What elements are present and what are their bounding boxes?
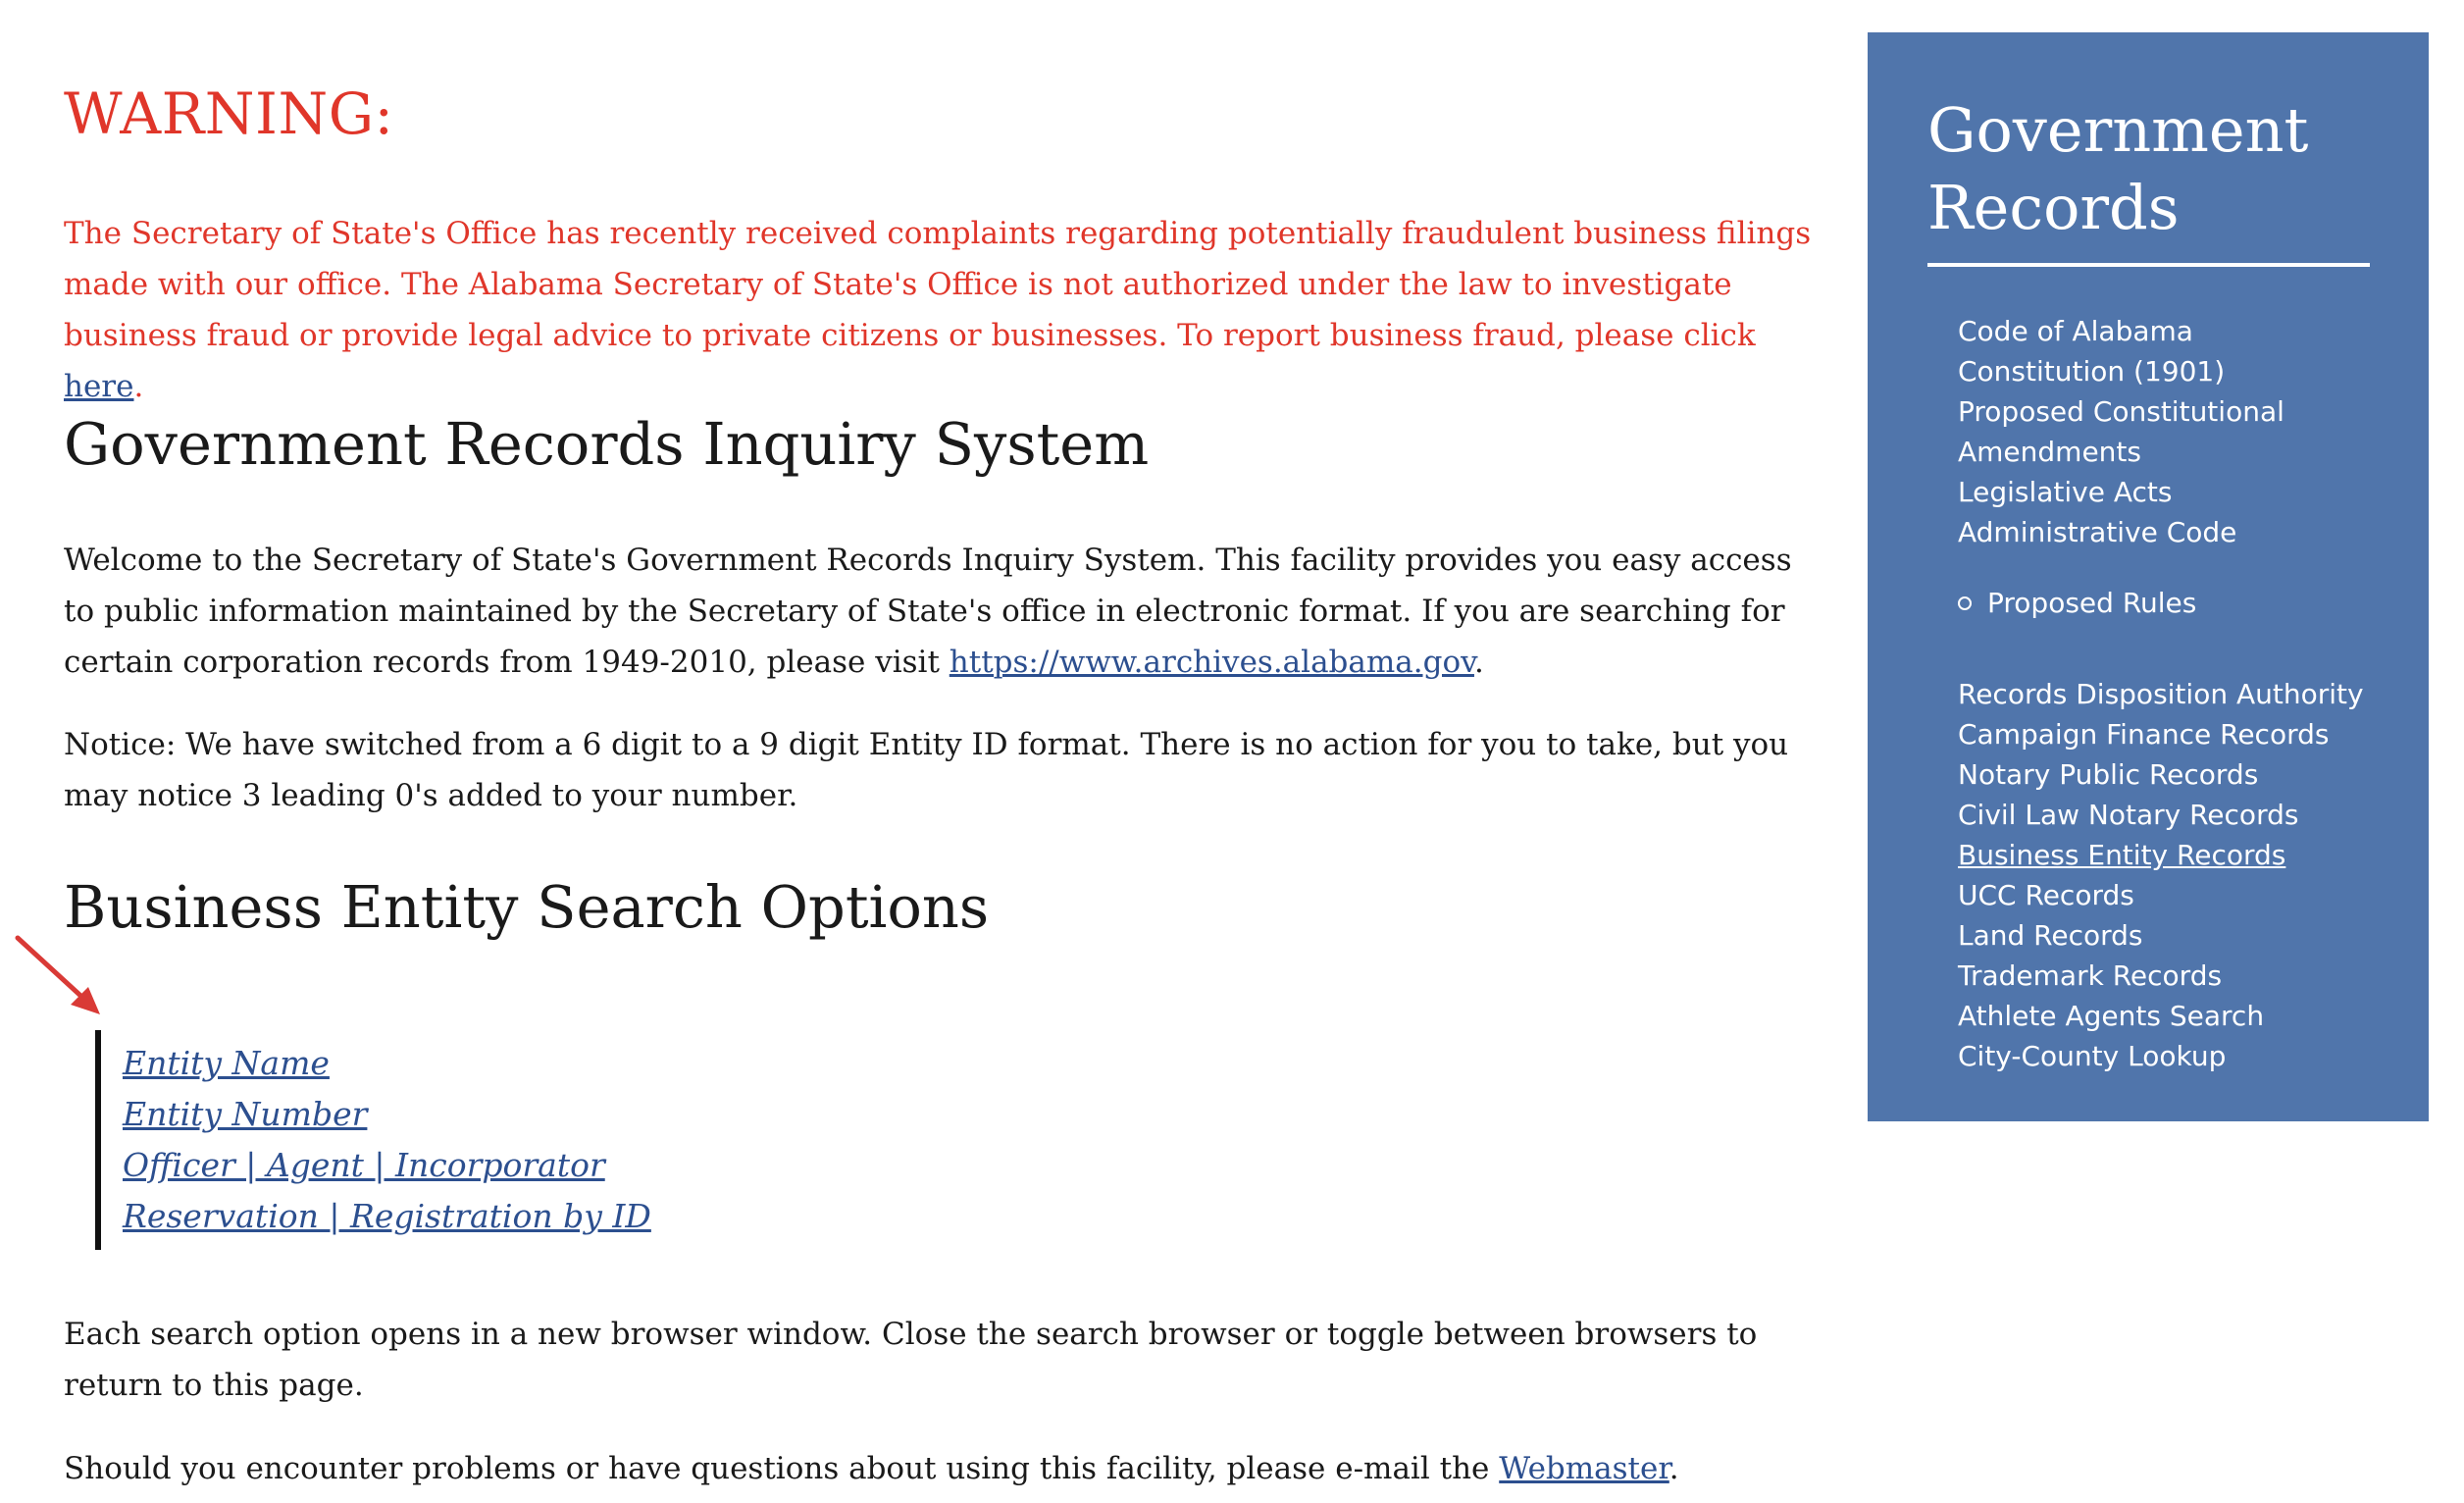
report-fraud-link[interactable]: here — [64, 369, 134, 404]
search-options-title: Business Entity Search Options — [64, 873, 990, 941]
sidebar-item-code-of-alabama[interactable]: Code of Alabama — [1958, 315, 2193, 347]
sidebar-sublist — [1958, 583, 2196, 623]
warning-body: The Secretary of State's Office has recently received complaints regarding potentially fraudulent business filings made with our office. The Alabama Secretary of State's Office is not authorized under the law to investigate business fraud or provide legal advice to private citizens or businesses. To report business fraud, please click — [64, 216, 1812, 353]
entity-number-link[interactable]: Entity Number — [123, 1095, 368, 1133]
sidebar-item-notary-public[interactable]: Notary Public Records — [1958, 758, 2259, 791]
warning-title: WARNING: — [64, 80, 394, 147]
notice-paragraph: Notice: We have switched from a 6 digit to a 9 digit Entity ID format. There is no action for you to take, but you may notice 3 leading 0's added to your number. — [64, 727, 1789, 813]
search-options-list — [95, 1030, 651, 1250]
sidebar-item-athlete-agents[interactable]: Athlete Agents Search — [1958, 1000, 2265, 1032]
warning-text — [64, 208, 1829, 412]
sidebar-item-land[interactable]: Land Records — [1958, 919, 2143, 952]
welcome-paragraph — [64, 535, 1820, 688]
sidebar-item-proposed-rules[interactable]: Proposed Rules — [1987, 587, 2197, 619]
sidebar-item-civil-law-notary[interactable]: Civil Law Notary Records — [1958, 799, 2299, 831]
sidebar-item-records-disposition[interactable]: Records Disposition Authority — [1958, 678, 2364, 710]
sidebar-item-business-entity[interactable]: Business Entity Records — [1958, 839, 2286, 871]
contact-paragraph — [64, 1443, 1820, 1494]
sidebar-item-city-county[interactable]: City-County Lookup — [1958, 1040, 2227, 1072]
entity-name-link[interactable]: Entity Name — [123, 1044, 330, 1082]
sidebar-title: Government Records — [1927, 94, 2309, 243]
sidebar-item-legislative-acts[interactable]: Legislative Acts — [1958, 476, 2173, 508]
officer-agent-incorporator-link[interactable]: Officer | Agent | Incorporator — [123, 1146, 605, 1184]
contact-text: Should you encounter problems or have questions about using this facility, please e-mail the — [64, 1451, 1500, 1486]
reservation-registration-link[interactable]: Reservation | Registration by ID — [123, 1197, 651, 1235]
sidebar-item-constitution[interactable]: Constitution (1901) — [1958, 355, 2226, 388]
webmaster-link[interactable]: Webmaster — [1499, 1451, 1669, 1486]
sidebar — [1868, 32, 2429, 1121]
warning-end: . — [133, 369, 144, 404]
annotation-arrow-icon — [10, 930, 108, 1018]
sidebar-divider — [1927, 263, 2370, 267]
sidebar-list-bottom — [1958, 674, 2419, 1076]
sidebar-item-campaign-finance[interactable]: Campaign Finance Records — [1958, 718, 2330, 751]
sidebar-item-proposed-amendments[interactable]: Proposed Constitutional Amendments — [1958, 395, 2284, 468]
page-title: Government Records Inquiry System — [64, 410, 1150, 478]
welcome-text: Welcome to the Secretary of State's Government Records Inquiry System. This facility provides you easy access to public information maintained by the Secretary of State's office in electronic format. If you are searching for certain corporation records from 1949-2010, please visit — [64, 543, 1792, 680]
sidebar-item-administrative-code[interactable]: Administrative Code — [1958, 516, 2237, 548]
search-window-note: Each search option opens in a new browser window. Close the search browser or toggle between browsers to return to this page. — [64, 1317, 1758, 1403]
bullet-circle-icon — [1958, 596, 1972, 610]
archives-link[interactable]: https://www.archives.alabama.gov — [949, 645, 1474, 680]
welcome-end: . — [1473, 645, 1484, 680]
sidebar-item-ucc[interactable]: UCC Records — [1958, 879, 2134, 911]
sidebar-item-trademark[interactable]: Trademark Records — [1958, 959, 2223, 992]
contact-end: . — [1668, 1451, 1679, 1486]
sidebar-list-top — [1958, 311, 2419, 552]
